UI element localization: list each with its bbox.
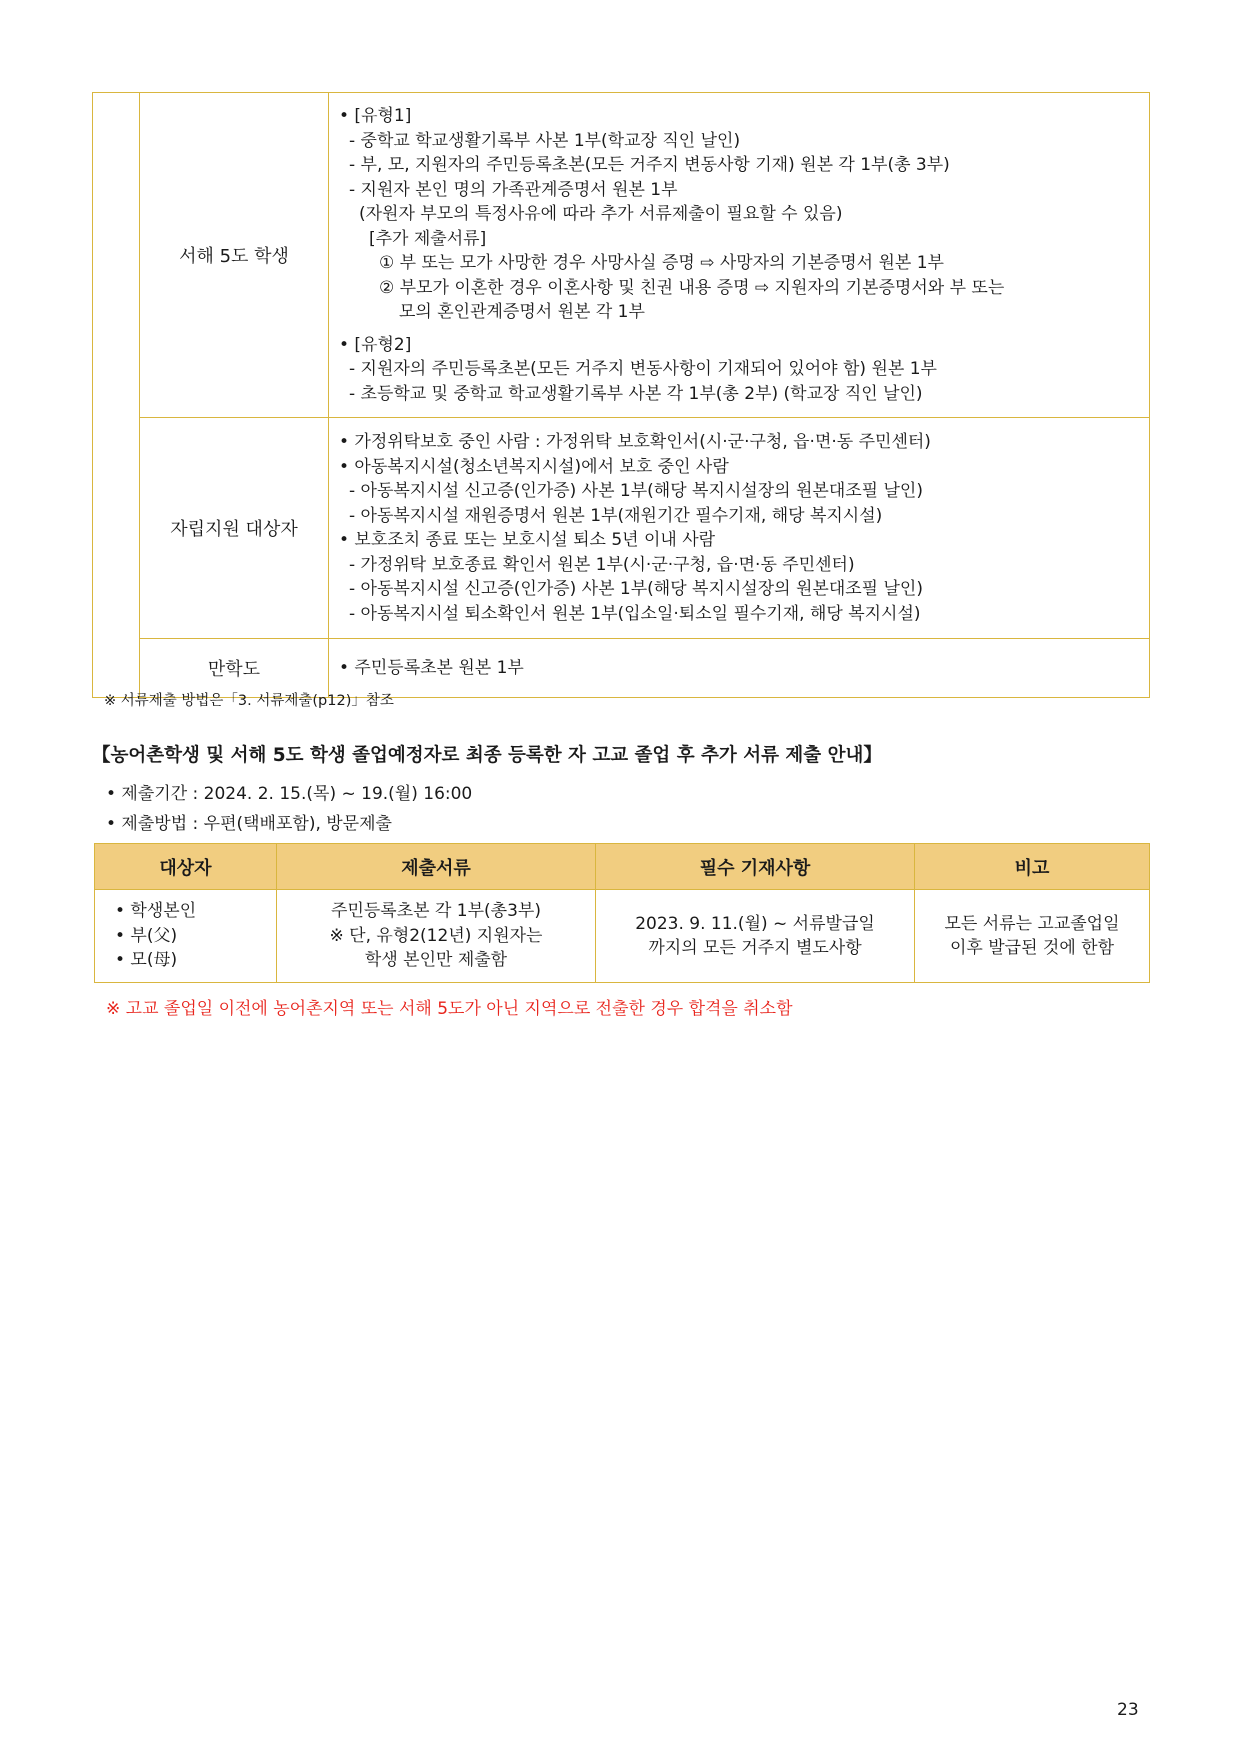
submission-period: • 제출기간 : 2024. 2. 15.(목) ~ 19.(월) 16:00 bbox=[106, 784, 473, 804]
content-line: • 아동복지시설(청소년복지시설)에서 보호 중인 사람 bbox=[339, 456, 729, 477]
page-number: 23 bbox=[1117, 1700, 1139, 1720]
target-cell bbox=[95, 890, 277, 983]
cell-line: 모든 서류는 고교졸업일 bbox=[944, 913, 1120, 934]
row-label: 서해 5도 학생 bbox=[140, 93, 329, 418]
row-content bbox=[329, 639, 1150, 698]
content-line: - 아동복지시설 재원증명서 원본 1부(재원기간 필수기재, 해당 복지시설) bbox=[349, 505, 883, 526]
content-line: - 중학교 학교생활기록부 사본 1부(학교장 직인 날인) bbox=[349, 130, 741, 151]
header-remarks: 비고 bbox=[915, 844, 1150, 890]
header-required: 필수 기재사항 bbox=[596, 844, 915, 890]
content-line: [추가 제출서류] bbox=[369, 228, 487, 249]
header-target: 대상자 bbox=[95, 844, 277, 890]
content-line: • [유형2] bbox=[339, 334, 412, 355]
content-line: • 보호조치 종료 또는 보호시설 퇴소 5년 이내 사람 bbox=[339, 530, 716, 550]
row-content bbox=[329, 418, 1150, 639]
content-line: - 아동복지시설 신고증(인가증) 사본 1부(해당 복지시설장의 원본대조필 날인) bbox=[349, 481, 923, 501]
header-documents: 제출서류 bbox=[277, 844, 596, 890]
content-line: ② 부모가 이혼한 경우 이혼사항 및 친권 내용 증명 ⇨ 지원자의 기본증명서와 부 또는 bbox=[379, 277, 1005, 298]
content-line: ① 부 또는 모가 사망한 경우 사망사실 증명 ⇨ 사망자의 기본증명서 원본 1부 bbox=[379, 253, 944, 273]
required-cell bbox=[596, 890, 915, 983]
content-line: - 아동복지시설 퇴소확인서 원본 1부(입소일·퇴소일 필수기재, 해당 복지시설) bbox=[349, 603, 921, 624]
cell-line: 까지의 모든 거주지 별도사항 bbox=[648, 938, 862, 958]
content-line: - 지원자의 주민등록초본(모든 거주지 변동사항이 기재되어 있어야 함) 원본 1부 bbox=[349, 359, 937, 379]
row-label: 자립지원 대상자 bbox=[140, 418, 329, 639]
cell-line: ※ 단, 유형2(12년) 지원자는 bbox=[329, 925, 543, 946]
content-line: - 가정위탁 보호종료 확인서 원본 1부(시·군·구청, 읍·면·동 주민센터) bbox=[349, 554, 855, 575]
row-content bbox=[329, 93, 1150, 418]
section-heading: 【농어촌학생 및 서해 5도 학생 졸업예정자로 최종 등록한 자 고교 졸업 후 추가 서류 제출 안내】 bbox=[92, 745, 882, 766]
content-line: - 아동복지시설 신고증(인가증) 사본 1부(해당 복지시설장의 원본대조필 날인) bbox=[349, 579, 923, 599]
merged-left-cell bbox=[93, 93, 140, 698]
content-line: - 부, 모, 지원자의 주민등록초본(모든 거주지 변동사항 기재) 원본 각 1부(총 3부) bbox=[349, 155, 950, 175]
content-line: (자원자 부모의 특정사유에 따라 추가 서류제출이 필요할 수 있음) bbox=[359, 204, 843, 224]
cancellation-warning: ※ 고교 졸업일 이전에 농어촌지역 또는 서해 5도가 아닌 지역으로 전출한 경우 합격을 취소함 bbox=[106, 999, 793, 1019]
documents-cell bbox=[277, 890, 596, 983]
table-row bbox=[93, 418, 1150, 639]
additional-documents-table bbox=[94, 843, 1150, 983]
cell-line: 2023. 9. 11.(월) ~ 서류발급일 bbox=[635, 913, 875, 934]
spacer bbox=[339, 325, 1137, 333]
table-row bbox=[95, 890, 1150, 983]
content-line: 모의 혼인관계증명서 원본 각 1부 bbox=[399, 302, 645, 322]
documents-table bbox=[92, 92, 1150, 698]
remarks-cell bbox=[915, 890, 1150, 983]
list-item: • 부(父) bbox=[115, 925, 178, 946]
submission-note: ※ 서류제출 방법은「3. 서류제출(p12)」참조 bbox=[104, 693, 394, 709]
cell-line: 학생 본인만 제출함 bbox=[364, 950, 508, 971]
row-label: 만학도 bbox=[140, 639, 329, 698]
content-line: • 가정위탁보호 중인 사람 : 가정위탁 보호확인서(시·군·구청, 읍·면·동 주민센터) bbox=[339, 432, 931, 452]
submission-method: • 제출방법 : 우편(택배포함), 방문제출 bbox=[106, 814, 392, 834]
content-line: • 주민등록초본 원본 1부 bbox=[339, 657, 524, 678]
content-line: • [유형1] bbox=[339, 106, 412, 126]
content-line: - 지원자 본인 명의 가족관계증명서 원본 1부 bbox=[349, 179, 678, 200]
content-line: - 초등학교 및 중학교 학교생활기록부 사본 각 1부(총 2부) (학교장 직인 날인) bbox=[349, 383, 923, 404]
list-item: • 모(母) bbox=[115, 950, 178, 971]
cell-line: 이후 발급된 것에 한함 bbox=[949, 938, 1114, 958]
table-row bbox=[93, 93, 1150, 418]
list-item: • 학생본인 bbox=[115, 901, 197, 922]
cell-line: 주민등록초본 각 1부(총3부) bbox=[331, 901, 541, 922]
